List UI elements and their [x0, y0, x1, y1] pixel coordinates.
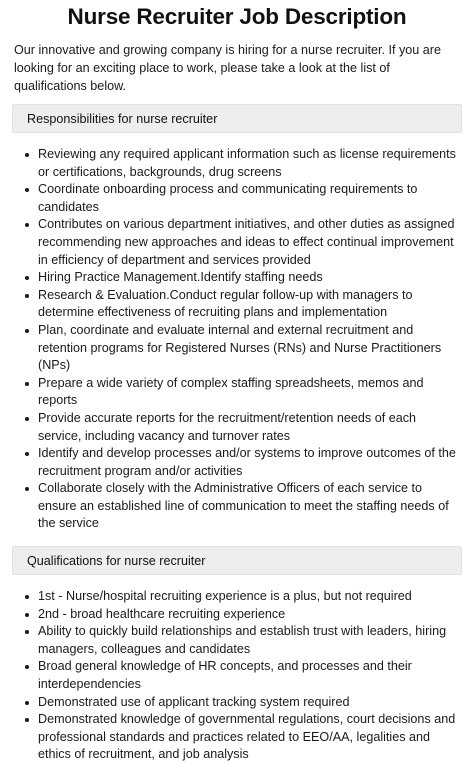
- list-item: Broad general knowledge of HR concepts, and processes and their interdependencies: [38, 658, 462, 693]
- list-item: 2nd - broad healthcare recruiting experience: [38, 606, 462, 624]
- list-item: Demonstrated knowledge of governmental regulations, court decisions and professional standards and practices related to EEO/AA, legalities and ethics of recruitment, and job analysis: [38, 711, 462, 764]
- list-item: Provide accurate reports for the recruitment/retention needs of each service, including vacancy and turnover rates: [38, 410, 462, 445]
- list-item: Demonstrated use of applicant tracking system required: [38, 694, 462, 712]
- list-item: Prepare a wide variety of complex staffing spreadsheets, memos and reports: [38, 375, 462, 410]
- qualifications-header: Qualifications for nurse recruiter: [12, 546, 462, 575]
- list-item: Research & Evaluation.Conduct regular follow-up with managers to determine effectiveness of recruiting plans and implementation: [38, 287, 462, 322]
- list-item: Reviewing any required applicant information such as license requirements or certifications, backgrounds, drug screens: [38, 146, 462, 181]
- list-item: Hiring Practice Management.Identify staffing needs: [38, 269, 462, 287]
- responsibilities-header: Responsibilities for nurse recruiter: [12, 104, 462, 133]
- list-item: Identify and develop processes and/or systems to improve outcomes of the recruitment program and/or activities: [38, 445, 462, 480]
- responsibilities-list: [12, 146, 462, 533]
- intro-paragraph: Our innovative and growing company is hiring for a nurse recruiter. If you are looking for an exciting place to work, please take a look at the list of qualifications below.: [14, 43, 442, 93]
- page-title: Nurse Recruiter Job Description: [67, 4, 407, 29]
- list-item: Collaborate closely with the Administrative Officers of each service to ensure an established line of communication to meet the staffing needs of the service: [38, 480, 462, 533]
- list-item: 1st - Nurse/hospital recruiting experience is a plus, but not required: [38, 588, 462, 606]
- list-item: Ability to quickly build relationships and establish trust with leaders, hiring managers, colleagues and candidates: [38, 623, 462, 658]
- qualifications-list: [12, 588, 462, 764]
- list-item: Coordinate onboarding process and communicating requirements to candidates: [38, 181, 462, 216]
- list-item: Contributes on various department initiatives, and other duties as assigned recommending new approaches and ideas to effect continual improvement in efficiency of department and services provided: [38, 216, 462, 269]
- list-item: Plan, coordinate and evaluate internal and external recruitment and retention programs for Registered Nurses (RNs) and Nurse Practitioners (NPs): [38, 322, 462, 375]
